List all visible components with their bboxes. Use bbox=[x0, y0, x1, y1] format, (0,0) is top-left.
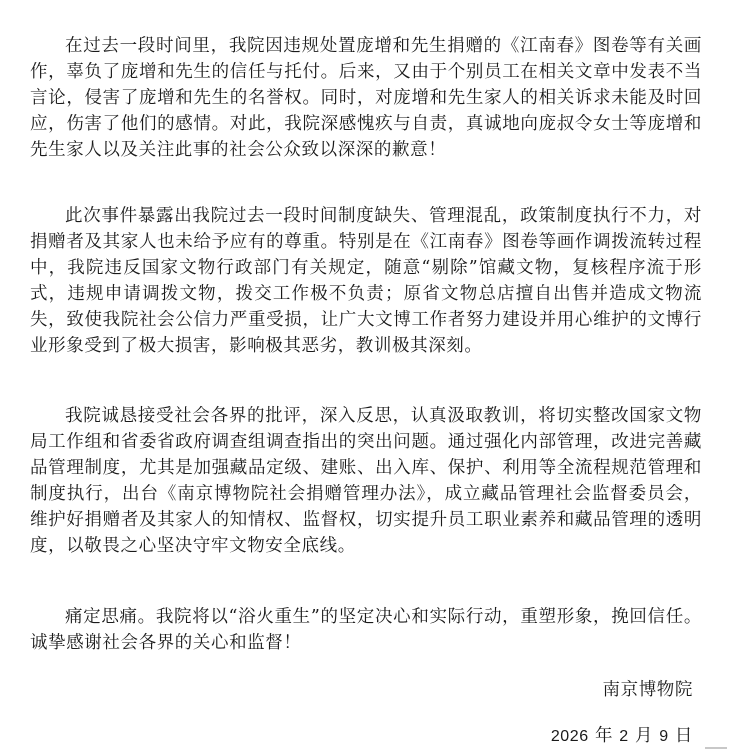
signature-date bbox=[551, 723, 693, 750]
signature-organization: 南京博物院 bbox=[602, 680, 693, 700]
date-year: 2026 bbox=[550, 728, 589, 745]
paragraph-problems: 此次事件暴露出我院过去一段时间制度缺失、管理混乱，政策制度执行不力，对捐赠者及其家人也未给予应有的尊重。特别是在《江南春》图卷等画作调拨流转过程中，我院违反国家文物行政部门有关规定，随意“剔除”馆藏文物，复核程序流于形式，违规申请调拨文物，拨交工作极不负责；原省文物总店擅自出售并造成文物流失，致使我院社会公信力严重受损，让广大文博工作者努力建设并用心维护的文博行业形象受到了极大损害，影响极其恶劣，教训极其深刻。 bbox=[30, 206, 702, 356]
date-month-char: 月 bbox=[634, 726, 654, 746]
corner-divider bbox=[705, 747, 727, 749]
paragraph-closing: 痛定思痛。我院将以“浴火重生”的坚定决心和实际行动，重塑形象，挽回信任。诚挚感谢社会各界的关心和监督！ bbox=[30, 607, 702, 653]
date-day-char: 日 bbox=[674, 726, 693, 746]
date-month: 2 bbox=[619, 728, 629, 745]
date-day: 9 bbox=[659, 728, 669, 745]
paragraph-apology: 在过去一段时间里，我院因违规处置庞增和先生捐赠的《江南春》图卷等有关画作，辜负了庞增和先生的信任与托付。后来，又由于个别员工在相关文章中发表不当言论，侵害了庞增和先生的名誉权。同时，对庞增和先生家人的相关诉求未能及时回应，伤害了他们的感情。对此，我院深感愧疚与自责，真诚地向庞叔令女士等庞增和先生家人以及关注此事的社会公众致以深深的歉意！ bbox=[30, 36, 702, 160]
date-year-char: 年 bbox=[594, 726, 614, 746]
paragraph-rectification: 我院诚恳接受社会各界的批评，深入反思，认真汲取教训，将切实整改国家文物局工作组和省委省政府调查组调查指出的突出问题。通过强化内部管理，改进完善藏品管理制度，尤其是加强藏品定级、建账、出入库、保护、利用等全流程规范管理和制度执行，出台《南京博物院社会捐赠管理办法》，成立藏品管理社会监督委员会，维护好捐赠者及其家人的知情权、监督权，切实提升员工职业素养和藏品管理的透明度，以敬畏之心坚决守牢文物安全底线。 bbox=[30, 406, 702, 556]
